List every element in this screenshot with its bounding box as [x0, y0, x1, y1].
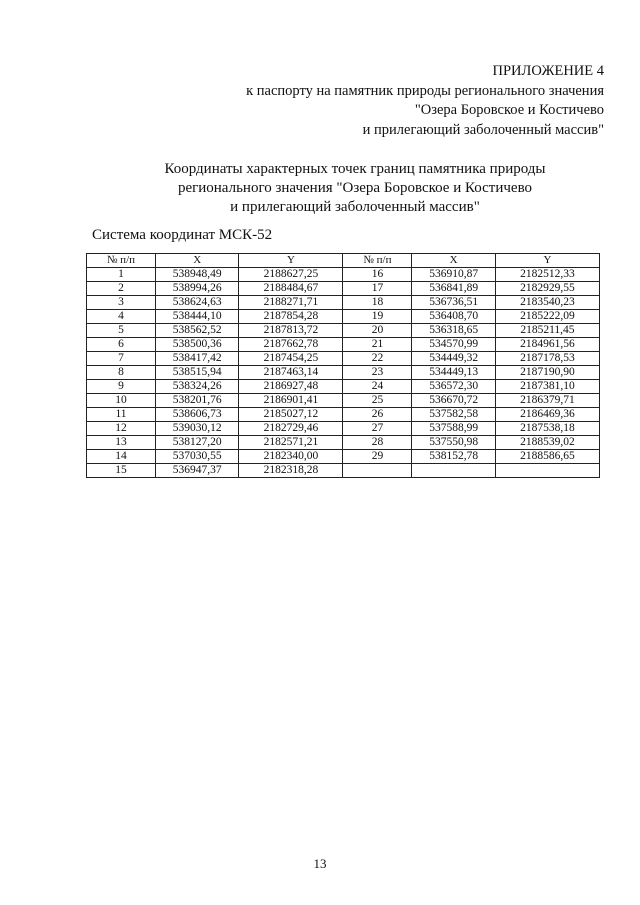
- table-row: [87, 268, 600, 282]
- x-coordinate-cell: 538562,52: [155, 324, 238, 338]
- y-coordinate-cell: 2186927,48: [239, 380, 343, 394]
- y-coordinate-cell: 2186469,36: [495, 408, 599, 422]
- y-coordinate-cell: 2182340,00: [239, 450, 343, 464]
- y-coordinate-cell: 2187538,18: [495, 422, 599, 436]
- title-line: и прилегающий заболоченный массив": [230, 199, 480, 215]
- y-coordinate-cell: 2184961,56: [495, 338, 599, 352]
- x-coordinate-cell: 536670,72: [412, 394, 495, 408]
- table-row: [87, 282, 600, 296]
- column-header-x: X: [155, 254, 238, 268]
- x-coordinate-cell: [412, 464, 495, 478]
- x-coordinate-cell: 537030,55: [155, 450, 238, 464]
- y-coordinate-cell: 2185211,45: [495, 324, 599, 338]
- x-coordinate-cell: 536318,65: [412, 324, 495, 338]
- appendix-line: и прилегающий заболоченный массив": [362, 121, 604, 138]
- table-row: [87, 394, 600, 408]
- y-coordinate-cell: [495, 464, 599, 478]
- column-header-number: № п/п: [343, 254, 412, 268]
- x-coordinate-cell: 536841,89: [412, 282, 495, 296]
- table-row: [87, 338, 600, 352]
- point-number-cell: 10: [87, 394, 156, 408]
- point-number-cell: 4: [87, 310, 156, 324]
- x-coordinate-cell: 539030,12: [155, 422, 238, 436]
- y-coordinate-cell: 2182318,28: [239, 464, 343, 478]
- point-number-cell: 18: [343, 296, 412, 310]
- table-row: [87, 296, 600, 310]
- point-number-cell: 19: [343, 310, 412, 324]
- appendix-line: к паспорту на памятник природы регионального значения: [246, 82, 604, 99]
- point-number-cell: 17: [343, 282, 412, 296]
- table-row: [87, 310, 600, 324]
- x-coordinate-cell: 538417,42: [155, 352, 238, 366]
- y-coordinate-cell: 2188484,67: [239, 282, 343, 296]
- y-coordinate-cell: 2187454,25: [239, 352, 343, 366]
- y-coordinate-cell: 2187178,53: [495, 352, 599, 366]
- table-row: [87, 436, 600, 450]
- coordinates-table: [86, 253, 600, 478]
- point-number-cell: 24: [343, 380, 412, 394]
- table-row: [87, 408, 600, 422]
- y-coordinate-cell: 2182571,21: [239, 436, 343, 450]
- point-number-cell: 22: [343, 352, 412, 366]
- y-coordinate-cell: 2187813,72: [239, 324, 343, 338]
- x-coordinate-cell: 537550,98: [412, 436, 495, 450]
- x-coordinate-cell: 538606,73: [155, 408, 238, 422]
- document-title: [150, 160, 560, 217]
- point-number-cell: 27: [343, 422, 412, 436]
- x-coordinate-cell: 536408,70: [412, 310, 495, 324]
- y-coordinate-cell: 2187381,10: [495, 380, 599, 394]
- table-row: [87, 324, 600, 338]
- table-row: [87, 422, 600, 436]
- table-body: [87, 268, 600, 478]
- y-coordinate-cell: 2185027,12: [239, 408, 343, 422]
- appendix-header: [144, 62, 604, 140]
- x-coordinate-cell: 536736,51: [412, 296, 495, 310]
- y-coordinate-cell: 2187190,90: [495, 366, 599, 380]
- point-number-cell: 3: [87, 296, 156, 310]
- point-number-cell: 2: [87, 282, 156, 296]
- x-coordinate-cell: 536910,87: [412, 268, 495, 282]
- column-header-number: № п/п: [87, 254, 156, 268]
- y-coordinate-cell: 2188539,02: [495, 436, 599, 450]
- y-coordinate-cell: 2186901,41: [239, 394, 343, 408]
- point-number-cell: 25: [343, 394, 412, 408]
- point-number-cell: 20: [343, 324, 412, 338]
- column-header-x: X: [412, 254, 495, 268]
- y-coordinate-cell: 2182512,33: [495, 268, 599, 282]
- x-coordinate-cell: 538201,76: [155, 394, 238, 408]
- title-line: Координаты характерных точек границ памятника природы: [164, 161, 546, 177]
- point-number-cell: 12: [87, 422, 156, 436]
- point-number-cell: 23: [343, 366, 412, 380]
- table-row: [87, 450, 600, 464]
- point-number-cell: 13: [87, 436, 156, 450]
- x-coordinate-cell: 538500,36: [155, 338, 238, 352]
- title-line: регионального значения "Озера Боровское и Костичево: [177, 180, 533, 196]
- table-row: [87, 352, 600, 366]
- appendix-line: ПРИЛОЖЕНИЕ 4: [492, 63, 604, 79]
- page-number: 13: [313, 856, 327, 871]
- y-coordinate-cell: 2186379,71: [495, 394, 599, 408]
- coordinate-system-label: Система координат МСК-52: [92, 227, 273, 243]
- table-row: [87, 366, 600, 380]
- point-number-cell: [343, 464, 412, 478]
- x-coordinate-cell: 538624,63: [155, 296, 238, 310]
- y-coordinate-cell: 2187854,28: [239, 310, 343, 324]
- x-coordinate-cell: 538127,20: [155, 436, 238, 450]
- x-coordinate-cell: 538994,26: [155, 282, 238, 296]
- y-coordinate-cell: 2188271,71: [239, 296, 343, 310]
- point-number-cell: 15: [87, 464, 156, 478]
- y-coordinate-cell: 2185222,09: [495, 310, 599, 324]
- point-number-cell: 28: [343, 436, 412, 450]
- table-row: [87, 464, 600, 478]
- point-number-cell: 5: [87, 324, 156, 338]
- table-row: [87, 380, 600, 394]
- table-header-row: [87, 254, 600, 268]
- point-number-cell: 1: [87, 268, 156, 282]
- point-number-cell: 16: [343, 268, 412, 282]
- point-number-cell: 26: [343, 408, 412, 422]
- y-coordinate-cell: 2187662,78: [239, 338, 343, 352]
- x-coordinate-cell: 536572,30: [412, 380, 495, 394]
- x-coordinate-cell: 534449,32: [412, 352, 495, 366]
- x-coordinate-cell: 534449,13: [412, 366, 495, 380]
- appendix-line: "Озера Боровское и Костичево: [414, 102, 604, 118]
- x-coordinate-cell: 538444,10: [155, 310, 238, 324]
- point-number-cell: 8: [87, 366, 156, 380]
- x-coordinate-cell: 537588,99: [412, 422, 495, 436]
- x-coordinate-cell: 536947,37: [155, 464, 238, 478]
- point-number-cell: 14: [87, 450, 156, 464]
- y-coordinate-cell: 2188586,65: [495, 450, 599, 464]
- y-coordinate-cell: 2182729,46: [239, 422, 343, 436]
- x-coordinate-cell: 538948,49: [155, 268, 238, 282]
- point-number-cell: 21: [343, 338, 412, 352]
- x-coordinate-cell: 538515,94: [155, 366, 238, 380]
- column-header-y: Y: [495, 254, 599, 268]
- column-header-y: Y: [239, 254, 343, 268]
- y-coordinate-cell: 2182929,55: [495, 282, 599, 296]
- y-coordinate-cell: 2187463,14: [239, 366, 343, 380]
- point-number-cell: 11: [87, 408, 156, 422]
- y-coordinate-cell: 2188627,25: [239, 268, 343, 282]
- point-number-cell: 9: [87, 380, 156, 394]
- point-number-cell: 6: [87, 338, 156, 352]
- point-number-cell: 7: [87, 352, 156, 366]
- x-coordinate-cell: 534570,99: [412, 338, 495, 352]
- x-coordinate-cell: 538324,26: [155, 380, 238, 394]
- x-coordinate-cell: 537582,58: [412, 408, 495, 422]
- y-coordinate-cell: 2183540,23: [495, 296, 599, 310]
- point-number-cell: 29: [343, 450, 412, 464]
- x-coordinate-cell: 538152,78: [412, 450, 495, 464]
